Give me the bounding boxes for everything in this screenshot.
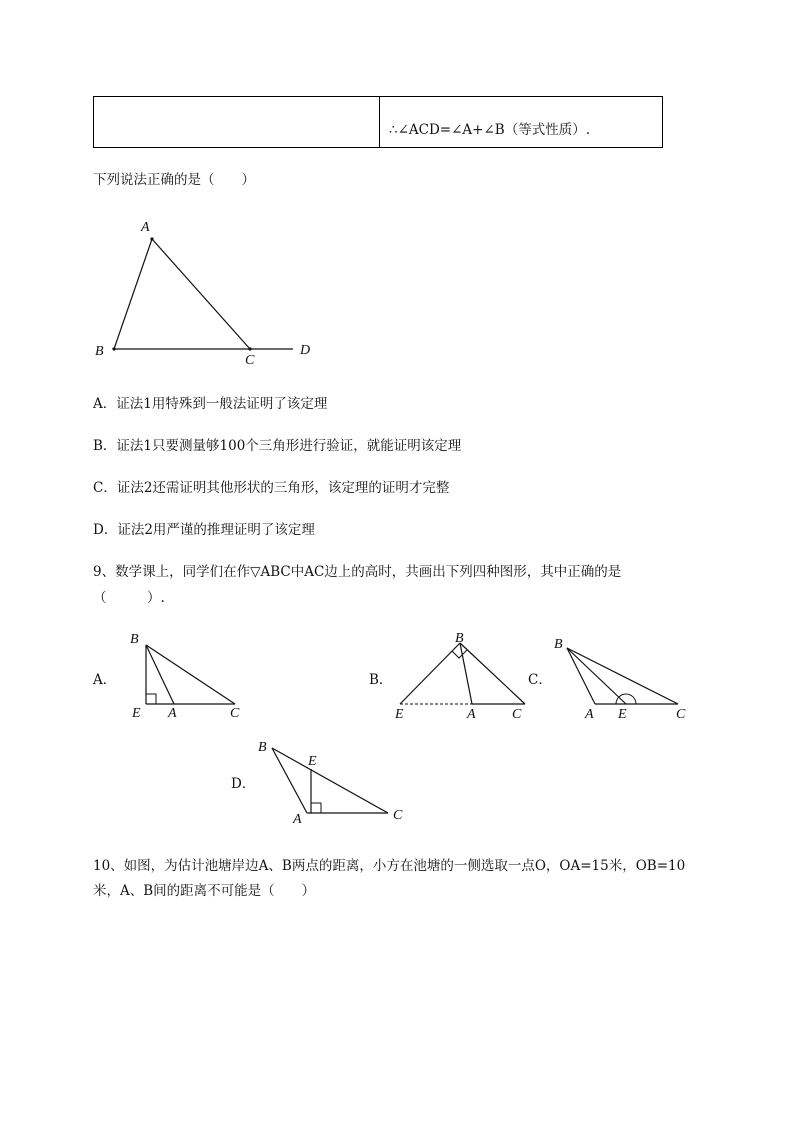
- triangle-figure-q8: [90, 212, 330, 372]
- q9-option-a-label: A．: [93, 672, 117, 688]
- q9a-label-a: A: [168, 706, 177, 721]
- q8-option-c: C．证法2还需证明其他形状的三角形，该定理的证明才完整: [93, 480, 450, 496]
- q9c-label-b: B: [554, 637, 563, 652]
- q9b-label-c: C: [512, 707, 522, 722]
- q9c-label-e: E: [618, 707, 627, 722]
- q9-figure-b: [390, 626, 535, 726]
- label-d: D: [300, 343, 311, 358]
- q8-option-d: D．证法2用严谨的推理证明了该定理: [93, 522, 315, 538]
- q8-option-a: A．证法1用特殊到一般法证明了该定理: [93, 396, 328, 412]
- question-9-line-2: （ ）.: [93, 590, 165, 606]
- table-divider: [379, 97, 380, 147]
- label-b: B: [95, 344, 104, 359]
- q8-option-b: B．证法1只要测量够100个三角形进行验证，就能证明该定理: [93, 438, 462, 454]
- edge-ab: [114, 239, 152, 349]
- q9a-label-b: B: [130, 632, 139, 647]
- q9b-label-b: B: [455, 631, 464, 646]
- question-10-line-1: 10、如图，为估计池塘岸边A、B两点的距离，小方在池塘的一侧选取一点O，OA=15米，OB=10: [93, 858, 686, 874]
- q9-figure-c: [550, 626, 695, 726]
- q9c-label-c: C: [676, 707, 686, 722]
- question-10-line-2: 米，A、B间的距离不可能是（ ）: [93, 883, 316, 899]
- edge-ac: [152, 239, 250, 349]
- q9c-label-a: A: [585, 707, 594, 722]
- q9a-label-c: C: [230, 706, 240, 721]
- q9d-label-b: B: [258, 740, 267, 755]
- q9d-label-e: E: [308, 754, 317, 769]
- q9b-label-e: E: [395, 707, 404, 722]
- question-9-line-1: 9、数学课上，同学们在作▽ABC中AC边上的高时，共画出下列四种图形，其中正确的是: [93, 564, 622, 580]
- proof-table-right-cell: ∴∠ACD=∠A+∠B（等式性质）.: [389, 122, 591, 138]
- question-8-prompt: 下列说法正确的是（ ）: [93, 172, 255, 188]
- q9d-label-c: C: [393, 808, 403, 823]
- q9-option-d-label: D．: [231, 776, 256, 792]
- q9-figure-d: [252, 732, 417, 832]
- label-a: A: [141, 220, 150, 235]
- label-c: C: [245, 353, 255, 368]
- proof-table: [93, 96, 663, 148]
- q9-figure-a: [120, 626, 250, 726]
- q9-option-b-label: B．: [369, 672, 393, 688]
- q9b-label-a: A: [467, 707, 476, 722]
- q9d-label-a: A: [293, 812, 302, 827]
- q9a-label-e: E: [132, 706, 141, 721]
- q9-option-c-label: C．: [528, 672, 552, 688]
